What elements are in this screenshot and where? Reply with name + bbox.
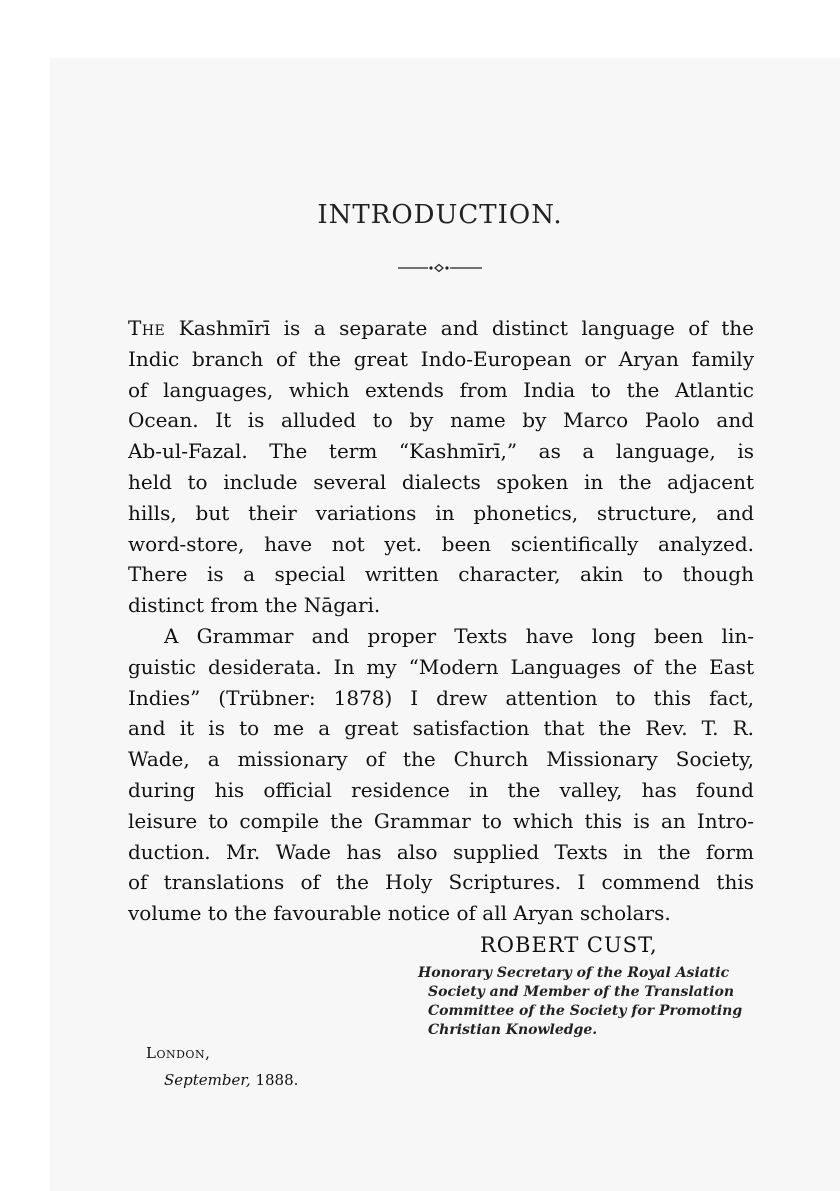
ornament-divider	[398, 262, 482, 274]
text-line: volume to the favourable notice of all Aryan scholars.	[128, 901, 671, 926]
date-month: September,	[164, 1071, 251, 1089]
text-line: Indies” (Trübner: 1878) I drew attention to this fact,	[128, 685, 754, 710]
text-line: Indic branch of the great Indo-European or Aryan family	[128, 346, 754, 371]
text-line: guistic desiderata. In my “Modern Languages of the East	[128, 654, 754, 679]
text-line: A Grammar and proper Texts have long been lin-	[164, 623, 754, 648]
signature-title-line: Committee of the Society for Promoting	[428, 1003, 743, 1019]
text-line: of languages, which extends from India to the Atlantic	[128, 377, 754, 402]
text-line: held to include several dialects spoken in the adjacent	[128, 469, 754, 494]
signature-name: ROBERT CUST,	[480, 933, 658, 957]
date-year: 1888.	[255, 1071, 299, 1089]
signature-title	[418, 964, 758, 1040]
text-line: Wade, a missionary of the Church Missionary Society,	[128, 747, 754, 772]
text-line: leisure to compile the Grammar to which this is an Intro-	[128, 808, 754, 833]
text-line: word-store, have not yet. been scientifically analyzed.	[128, 531, 754, 556]
signature-title-line: Society and Member of the Translation	[428, 984, 735, 1000]
text-line: hills, but their variations in phonetics, structure, and	[128, 500, 754, 525]
text-line: There is a special written character, akin to though	[128, 562, 754, 587]
text-line: duction. Mr. Wade has also supplied Texts in the form	[128, 839, 754, 864]
signature-title-line: Honorary Secretary of the Royal Asiatic	[418, 965, 730, 981]
page-title: INTRODUCTION.	[317, 200, 563, 230]
text-line: distinct from the Nāgari.	[128, 593, 381, 618]
lead-word: The	[128, 316, 166, 340]
place-line: London,	[146, 1044, 211, 1062]
signature-title-line: Christian Knowledge.	[428, 1022, 598, 1038]
text-line: during his official residence in the valley, has found	[128, 777, 754, 802]
text-line: Ocean. It is alluded to by name by Marco Paolo and	[128, 408, 754, 433]
text-line: The Kashmīrī is a separate and distinct language of the	[128, 316, 754, 340]
date-line	[164, 1071, 298, 1089]
text-line: of translations of the Holy Scriptures. I commend this	[128, 870, 754, 895]
text-line: and it is to me a great satisfaction that the Rev. T. R.	[128, 716, 754, 741]
text-line: Ab-ul-Fazal. The term “Kashmīrī,” as a language, is	[128, 439, 754, 464]
introduction-body	[128, 313, 754, 929]
